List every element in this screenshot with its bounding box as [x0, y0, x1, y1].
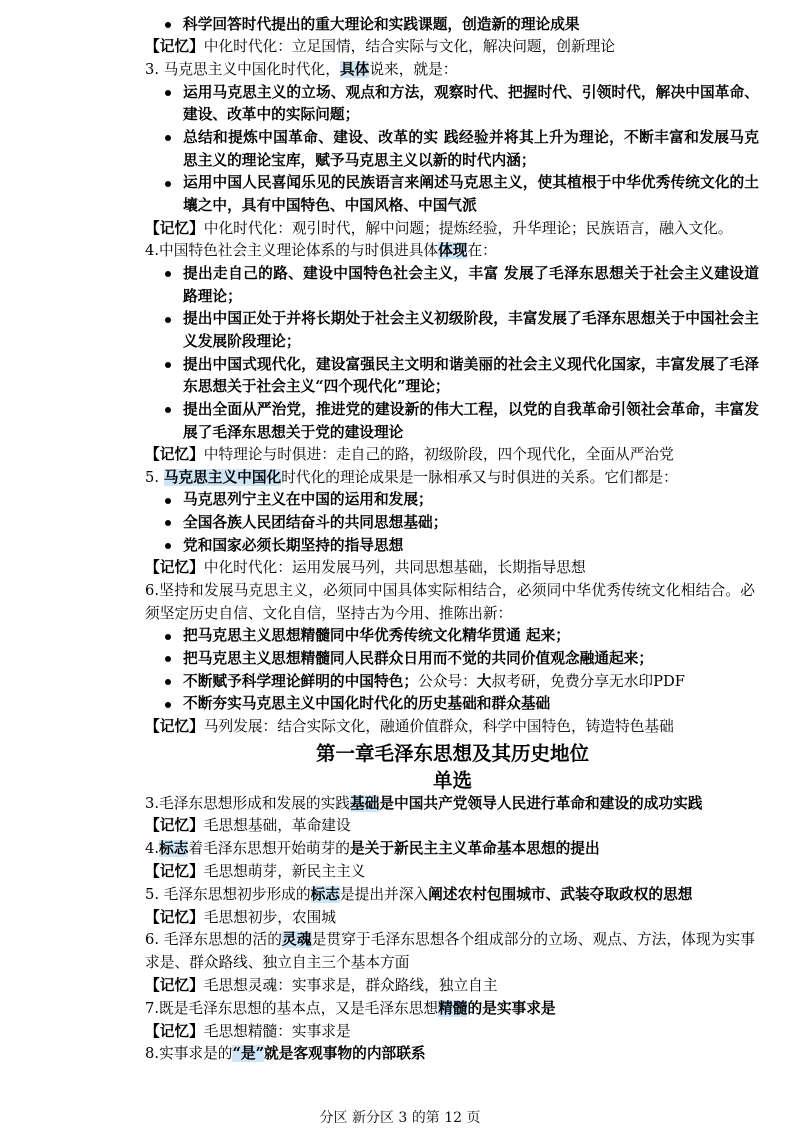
- highlight-term: 基础: [349, 794, 380, 812]
- memo-line: [145, 557, 755, 580]
- bullet-text: 提出中国正处于并将长期处于社会主义初级阶段，丰富发展了毛泽东思想关于中国社会主义发展阶段理论；: [183, 310, 759, 350]
- promo-tail: ，免费分享无水印PDF: [535, 672, 685, 690]
- memo-tag: 【记忆】: [145, 977, 204, 995]
- memo-text: 毛思想初步，农围城: [203, 908, 336, 926]
- highlight-term: 标志: [310, 885, 340, 903]
- memo-tag: 【记忆】: [145, 38, 204, 56]
- bullet-dot: [165, 181, 171, 187]
- memo-text: 毛思想萌芽，新民主主义: [203, 863, 366, 881]
- promo-name-bold: 大: [476, 672, 492, 690]
- question-answer: 阐述农村包围城市、武装夺取政权的思想: [428, 885, 693, 903]
- item-lead: 5.: [145, 468, 164, 486]
- question-line: [145, 838, 755, 861]
- page-content: [145, 14, 760, 1067]
- bullet-dot: [165, 679, 171, 685]
- bullet-dot: [165, 543, 171, 549]
- section-prev: [145, 14, 760, 739]
- bullet-text: 马克思列宁主义在中国的运用和发展；: [183, 491, 433, 509]
- bullet-item: [183, 354, 759, 399]
- bullet-dot: [165, 90, 171, 96]
- bullet-item: [183, 489, 759, 512]
- memo-tag: 【记忆】: [145, 718, 204, 736]
- item-lead: 4.中国特色社会主义理论体系的与时俱进具体: [145, 242, 439, 260]
- memo-line: [145, 861, 755, 884]
- highlight-term: 精髓: [438, 999, 468, 1017]
- memo-text: 中化时代化：运用发展马列，共同思想基础，长期指导思想: [203, 559, 586, 577]
- item-tail: 在：: [467, 242, 497, 260]
- bullet-item: [183, 263, 759, 308]
- question-lead: 6. 毛泽东思想的活的: [145, 931, 283, 949]
- item-heading-3: [145, 59, 755, 82]
- highlight-term: 灵魂: [282, 931, 312, 949]
- bullet-text: 党和国家必须长期坚持的指导思想: [183, 536, 404, 554]
- bullet-text: 不断赋予科学理论鲜明的中国特色；: [183, 672, 419, 690]
- bullet-text: 运用中国人民喜闻乐见的民族语言来阐述马克思主义，使其植根于中华优秀传统文化的土壤之中，具有中国特色、中国风格、中国气派: [183, 174, 759, 214]
- bullet-item: [183, 535, 759, 558]
- question-line: [145, 884, 755, 907]
- bullet-text: 全国各族人民团结奋斗的共同思想基础；: [183, 514, 448, 532]
- memo-line: [145, 36, 755, 59]
- question-lead: 4.: [145, 840, 160, 858]
- bullet-item: [183, 127, 759, 172]
- question-answer: 就是客观事物的内部联系: [264, 1045, 426, 1063]
- bullet-dot: [165, 498, 171, 504]
- memo-tag: 【记忆】: [145, 559, 204, 577]
- page-footer: 分区 新分区 3 的第 12 页: [319, 1110, 481, 1126]
- bullet-dot: [165, 520, 171, 526]
- memo-tag: 【记忆】: [145, 446, 204, 464]
- bullet-dot: [165, 702, 171, 708]
- item-heading-4: [145, 240, 755, 263]
- question-lead: 3.毛泽东思想形成和发展的实践: [145, 794, 350, 812]
- chapter-title: 第一章毛泽东思想及其历史地位: [315, 741, 589, 765]
- memo-text: 中特理论与时俱进：走自己的路，初级阶段，四个现代化，全面从严治党: [203, 446, 674, 464]
- memo-text: 毛思想基础，革命建设: [203, 817, 351, 835]
- bullet-dot: [165, 317, 171, 323]
- highlight-term: 体现: [438, 242, 468, 260]
- question-line: [145, 793, 755, 816]
- bullet-dot: [165, 135, 171, 141]
- memo-text: 中化时代化：立足国情，结合实际与文化，解决问题，创新理论: [203, 38, 616, 56]
- highlight-term: 具体: [339, 61, 370, 78]
- highlight-term: 标志: [159, 840, 189, 858]
- question-answer: 是关于新民主主义革命基本思想的提出: [349, 840, 600, 858]
- question-line: [145, 998, 755, 1021]
- memo-tag: 【记忆】: [145, 1022, 204, 1040]
- highlight-term: 马克思主义中国化: [163, 468, 282, 486]
- question-line: [145, 929, 755, 975]
- bullet-item: [183, 172, 759, 217]
- bullet-text: 运用马克思主义的立场、观点和方法，观察时代、把握时代、引领时代，解决中国革命、建设、改革中的实际问题；: [183, 83, 759, 124]
- bullet-item: [183, 625, 759, 648]
- memo-tag: 【记忆】: [145, 863, 204, 881]
- bullet-text: 科学回答时代提出的重大理论和实践课题，创造新的理论成果: [183, 15, 580, 33]
- chapter-questions: [145, 793, 760, 1067]
- memo-tag: 【记忆】: [145, 219, 204, 237]
- highlight-term: “是”: [232, 1045, 265, 1063]
- bullet-item: [183, 648, 759, 671]
- question-answer: 的是实事求是: [467, 999, 556, 1017]
- memo-text: 毛思想灵魂：实事求是，群众路线，独立自主: [203, 977, 498, 995]
- memo-tag: 【记忆】: [145, 817, 204, 835]
- question-lead: 8.实事求是的: [145, 1045, 233, 1063]
- memo-line: [145, 975, 755, 998]
- question-line: [145, 1043, 755, 1066]
- bullet-text: 不断夯实马克思主义中国化时代化的历史基础和群众基础: [183, 695, 551, 713]
- bullet-dot: [165, 362, 171, 368]
- memo-tag: 【记忆】: [145, 908, 204, 926]
- bullet-text: 总结和提炼中国革命、建设、改革的实 践经验并将其上升为理论，不断丰富和发展马克思主义的理论宝库，赋予马克思主义以新的时代内涵；: [183, 128, 759, 169]
- item-text: 6.坚持和发展马克思主义，必须同中国具体实际相结合，必须同中华优秀传统文化相结合。必须坚定历史自信、文化自信，坚持古为今用、推陈出新：: [145, 582, 755, 622]
- bullet-item: [183, 82, 759, 127]
- bullet-dot: [165, 656, 171, 662]
- item-tail: 时代化的理论成果是一脉相承又与时俱进的关系。它们都是：: [281, 468, 678, 486]
- bullet-text: 提出走自己的路、建设中国特色社会主义，丰富 发展了毛泽东思想关于社会主义建设道路理论；: [183, 264, 759, 305]
- item-tail: 说来，就是：: [369, 61, 458, 78]
- bullet-item: [183, 308, 759, 353]
- bullet-item: [183, 512, 759, 535]
- bullet-text: 提出全面从严治党，推进党的建设新的伟大工程，以党的自我革命引领社会革命，丰富发展了毛泽东思想关于党的建设理论: [183, 400, 759, 441]
- item-lead: 3. 马克思主义中国化时代化，: [145, 61, 340, 78]
- item-heading-6: [145, 580, 755, 625]
- memo-text: 毛思想精髓：实事求是: [203, 1022, 351, 1040]
- question-mid: 是贯穿于毛泽东思想各个组成部分的立场、观点、方法，体现为实事求是、群众路线、独立自主三个基本方面: [145, 931, 755, 972]
- bullet-item: [183, 399, 759, 444]
- bullet-text: 把马克思主义思想精髓同中华优秀传统文化精华贯通 起来；: [183, 627, 570, 645]
- question-answer: 是中国共产党领导人民进行革命和建设的成功实践: [379, 794, 703, 812]
- memo-line: [145, 444, 755, 467]
- item-heading-5: [145, 467, 755, 490]
- memo-line: [145, 716, 755, 739]
- bullet-dot: [165, 271, 171, 277]
- memo-line: [145, 218, 755, 241]
- promo-label: 公众号：: [418, 672, 477, 690]
- question-lead: 5. 毛泽东思想初步形成的: [145, 885, 311, 903]
- bullet-text: 提出中国式现代化，建设富强民主文明和谐美丽的社会主义现代化国家，丰富发展了毛泽东思想关于社会主义“四个现代化”理论；: [183, 355, 759, 396]
- bullet-dot: [165, 634, 171, 640]
- question-mid: 着毛泽东思想开始萌芽的: [188, 840, 350, 858]
- bullet-item: [183, 693, 759, 716]
- question-mid: 是提出并深入: [339, 885, 429, 903]
- chapter-subtitle: 单选: [432, 768, 472, 792]
- memo-line: [145, 815, 755, 838]
- memo-line: [145, 907, 755, 930]
- memo-text: 中化时代化：观引时代，解中问题；提炼经验，升华理论；民族语言，融入文化。: [203, 219, 733, 237]
- bullet-text: 把马克思主义思想精髓同人民群众日用而不觉的共同价值观念融通起来；: [183, 650, 654, 668]
- bullet-dot: [165, 407, 171, 413]
- question-lead: 7.既是毛泽东思想的基本点，又是毛泽东思想: [145, 999, 439, 1017]
- memo-line: [145, 1021, 755, 1044]
- promo-name-rest: 叔考研: [491, 672, 536, 690]
- bullet-item: [183, 14, 759, 37]
- bullet-dot: [165, 22, 171, 28]
- memo-text: 马列发展：结合实际文化，融通价值群众，科学中国特色，铸造特色基础: [203, 718, 674, 736]
- bullet-item: [183, 671, 759, 694]
